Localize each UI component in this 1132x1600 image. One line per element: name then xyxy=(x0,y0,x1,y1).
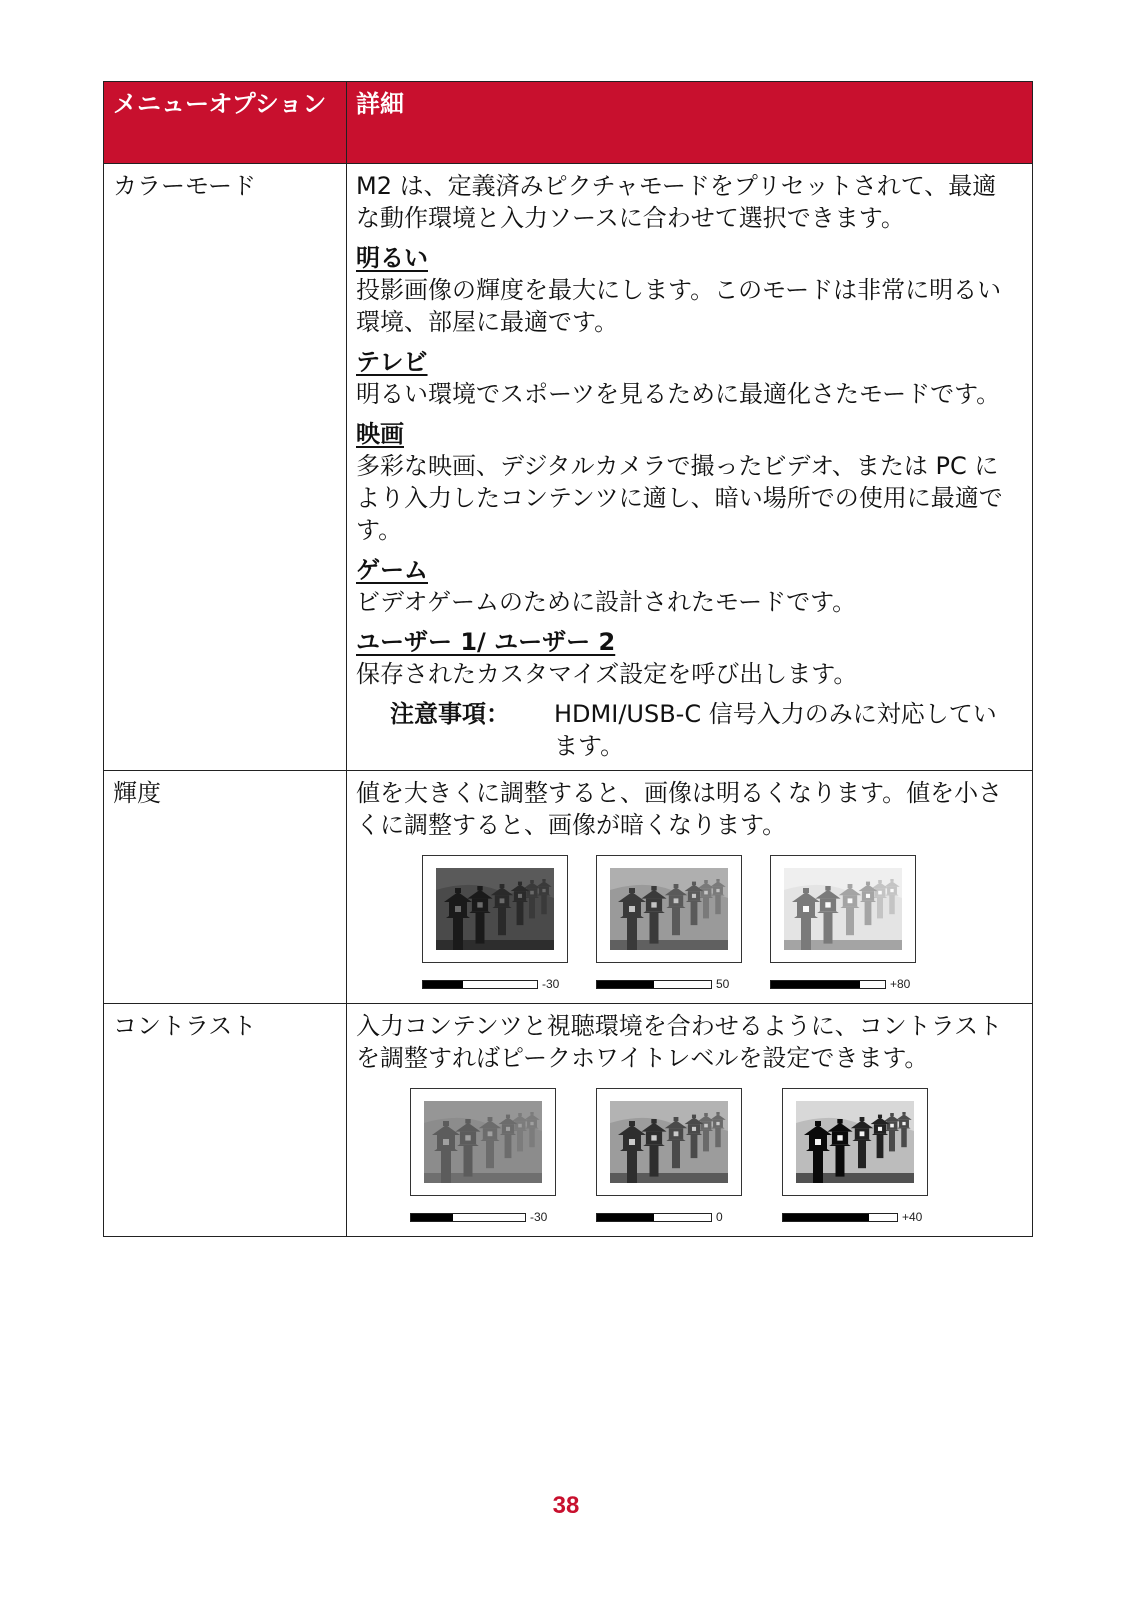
table-header-row xyxy=(104,82,1033,164)
mode-game xyxy=(356,554,1018,618)
mode-text: 保存されたカスタマイズ設定を呼び出します。 xyxy=(356,660,858,688)
contrast-text: 入力コンテンツと視聴環境を合わせるように、コントラストを調整すればピークホワイトレベルを設定できます。 xyxy=(356,1012,1003,1072)
level-meter xyxy=(596,1210,744,1224)
brightness-label-cell xyxy=(104,771,347,1004)
header-menu-option xyxy=(104,82,347,164)
brightness-text: 値を大きくに調整すると、画像は明るくなります。値を小さくに調整すると、画像が暗くなります。 xyxy=(356,779,1003,839)
contrast-desc-cell xyxy=(347,1004,1033,1237)
level-bar xyxy=(782,1213,898,1222)
stone-lantern-photo xyxy=(784,868,902,950)
level-bar xyxy=(770,980,886,989)
mode-bright xyxy=(356,242,1018,338)
level-bar-fill xyxy=(597,981,654,988)
menu-options-table xyxy=(103,81,1033,1237)
mode-user xyxy=(356,626,1018,690)
level-meter xyxy=(410,1210,558,1224)
sample-image-frame xyxy=(410,1088,556,1196)
sample-image-frame xyxy=(596,855,742,963)
brightness-desc-cell xyxy=(347,771,1033,1004)
brightness-label: 輝度 xyxy=(113,779,161,807)
contrast-label: コントラスト xyxy=(113,1012,257,1040)
level-value: -30 xyxy=(542,977,560,991)
mode-title: ユーザー 1/ ユーザー 2 xyxy=(356,628,616,656)
sample-image-frame xyxy=(596,1088,742,1196)
contrast-example xyxy=(782,1088,930,1224)
brightness-examples xyxy=(356,855,1018,991)
level-value: 50 xyxy=(716,977,730,991)
note-label: 注意事項： xyxy=(390,700,510,728)
level-value: -30 xyxy=(530,1210,548,1224)
level-value: 0 xyxy=(716,1210,723,1224)
stone-lantern-photo xyxy=(436,868,554,950)
level-meter xyxy=(422,977,570,991)
header-details-text: 詳細 xyxy=(356,90,404,118)
level-value: +80 xyxy=(890,977,911,991)
note xyxy=(356,698,1018,762)
brightness-example xyxy=(422,855,570,991)
level-bar xyxy=(596,1213,712,1222)
level-bar-fill xyxy=(423,981,463,988)
mode-text: 明るい環境でスポーツを見るために最適化さたモードです。 xyxy=(356,380,1001,408)
table-row-contrast xyxy=(104,1004,1033,1237)
level-bar-fill xyxy=(411,1214,453,1221)
level-bar-fill xyxy=(771,981,860,988)
sample-image-frame xyxy=(422,855,568,963)
mode-title: ゲーム xyxy=(356,556,428,584)
level-value: +40 xyxy=(902,1210,923,1224)
color-mode-label-cell xyxy=(104,164,347,771)
mode-tv xyxy=(356,346,1018,410)
level-meter xyxy=(782,1210,930,1224)
color-mode-label: カラーモード xyxy=(113,172,257,200)
contrast-example xyxy=(410,1088,558,1224)
stone-lantern-photo xyxy=(796,1101,914,1183)
mode-text: 多彩な映画、デジタルカメラで撮ったビデオ、または PC により入力したコンテンツに適し、暗い場所での使用に最適です。 xyxy=(356,452,1003,544)
contrast-label-cell xyxy=(104,1004,347,1237)
mode-title: 映画 xyxy=(356,420,404,448)
table-row-brightness xyxy=(104,771,1033,1004)
stone-lantern-photo xyxy=(610,1101,728,1183)
level-bar xyxy=(410,1213,526,1222)
color-mode-desc-cell xyxy=(347,164,1033,771)
color-mode-intro: M2 は、定義済みピクチャモードをプリセットされて、最適な動作環境と入力ソースに合わせて選択できます。 xyxy=(356,172,997,232)
header-details xyxy=(347,82,1033,164)
mode-title: 明るい xyxy=(356,244,428,272)
table-row-color-mode xyxy=(104,164,1033,771)
mode-title: テレビ xyxy=(356,348,428,376)
level-bar-fill xyxy=(783,1214,869,1221)
brightness-example xyxy=(770,855,918,991)
header-menu-option-text: メニューオプション xyxy=(113,90,327,118)
page-number: 38 xyxy=(552,1492,580,1519)
sample-image-frame xyxy=(782,1088,928,1196)
mode-text: ビデオゲームのために設計されたモードです。 xyxy=(356,588,857,616)
level-bar-fill xyxy=(597,1214,654,1221)
level-meter xyxy=(770,977,918,991)
contrast-example xyxy=(596,1088,744,1224)
mode-movie xyxy=(356,418,1018,546)
note-text: HDMI/USB-C 信号入力のみに対応しています。 xyxy=(554,700,997,760)
level-bar xyxy=(422,980,538,989)
level-meter xyxy=(596,977,744,991)
contrast-examples xyxy=(356,1088,1018,1224)
brightness-example xyxy=(596,855,744,991)
stone-lantern-photo xyxy=(610,868,728,950)
level-bar xyxy=(596,980,712,989)
stone-lantern-photo xyxy=(424,1101,542,1183)
mode-text: 投影画像の輝度を最大にします。このモードは非常に明るい環境、部屋に最適です。 xyxy=(356,276,1002,336)
sample-image-frame xyxy=(770,855,916,963)
